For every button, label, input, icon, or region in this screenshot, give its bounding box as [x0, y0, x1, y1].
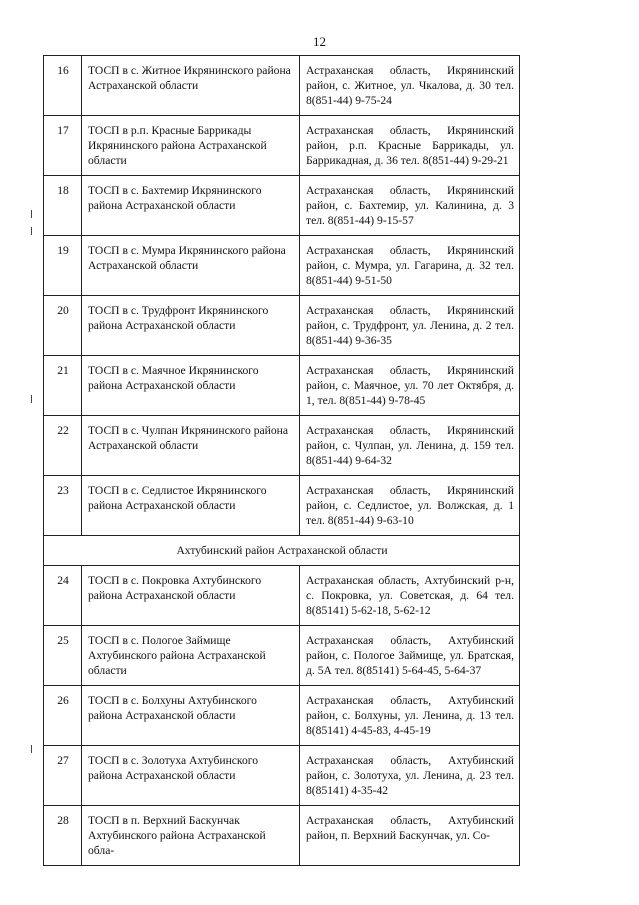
- office-address: Астраханская область, Икрянинский район, с. Седлистое, ул. Волжская, д. 1 тел. 8(851-44) 9-63-10: [300, 476, 520, 536]
- margin-mark: [31, 227, 32, 235]
- row-number: 24: [44, 566, 82, 626]
- table-row: [44, 626, 520, 686]
- office-address: Астраханская область, Ахтубинский район, с. Золотуха, ул. Ленина, д. 23 тел. 8(85141) 4-35-42: [300, 746, 520, 806]
- office-address: Астраханская область, Икрянинский район, с. Бахтемир, ул. Калинина, д. 3 тел. 8(851-44) 9-15-57: [300, 176, 520, 236]
- table-row: [44, 476, 520, 536]
- margin-mark: [31, 210, 32, 218]
- office-name: ТОСП в с. Седлистое Икрянинского района Астраханской области: [82, 476, 300, 536]
- office-name: ТОСП в р.п. Красные Баррикады Икрянинского района Астраханской области: [82, 116, 300, 176]
- office-address: Астраханская область, Ахтубинский р-н, с. Покровка, ул. Советская, д. 64 тел. 8(85141) 5-62-18, 5-62-12: [300, 566, 520, 626]
- margin-mark: [31, 395, 32, 403]
- table-row: [44, 56, 520, 116]
- office-address: Астраханская область, Икрянинский район, с. Трудфронт, ул. Ленина, д. 2 тел. 8(851-44) 9-36-35: [300, 296, 520, 356]
- table-row: [44, 686, 520, 746]
- office-address: Астраханская область, Икрянинский район, с. Маячное, ул. 70 лет Октября, д. 1, тел. 8(851-44) 9-78-45: [300, 356, 520, 416]
- section-heading: Ахтубинский район Астраханской области: [44, 536, 520, 566]
- table-row: [44, 806, 520, 866]
- office-address: Астраханская область, Икрянинский район, с. Мумра, ул. Гагарина, д. 32 тел. 8(851-44) 9-51-50: [300, 236, 520, 296]
- section-row: [44, 536, 520, 566]
- row-number: 28: [44, 806, 82, 866]
- row-number: 26: [44, 686, 82, 746]
- office-address: Астраханская область, Икрянинский район, с. Житное, ул. Чкалова, д. 30 тел. 8(851-44) 9-75-24: [300, 56, 520, 116]
- row-number: 18: [44, 176, 82, 236]
- office-name: ТОСП в п. Верхний Баскунчак Ахтубинского района Астраханской обла-: [82, 806, 300, 866]
- table-row: [44, 356, 520, 416]
- office-name: ТОСП в с. Покровка Ахтубинского района Астраханской области: [82, 566, 300, 626]
- table-row: [44, 746, 520, 806]
- row-number: 20: [44, 296, 82, 356]
- table-row: [44, 236, 520, 296]
- row-number: 21: [44, 356, 82, 416]
- page-number: 12: [313, 34, 326, 49]
- office-name: ТОСП в с. Трудфронт Икрянинского района Астраханской области: [82, 296, 300, 356]
- office-name: ТОСП в с. Бахтемир Икрянинского района Астраханской области: [82, 176, 300, 236]
- table-row: [44, 416, 520, 476]
- office-name: ТОСП в с. Пологое Займище Ахтубинского района Астраханской области: [82, 626, 300, 686]
- row-number: 19: [44, 236, 82, 296]
- table-row: [44, 566, 520, 626]
- office-address: Астраханская область, Икрянинский район, с. Чулпан, ул. Ленина, д. 159 тел. 8(851-44) 9-64-32: [300, 416, 520, 476]
- table-row: [44, 176, 520, 236]
- office-address: Астраханская область, Ахтубинский район, с. Болхуны, ул. Ленина, д. 13 тел. 8(85141) 4-45-83, 4-45-19: [300, 686, 520, 746]
- office-address: Астраханская область, Ахтубинский район, п. Верхний Баскунчак, ул. Со-: [300, 806, 520, 866]
- office-name: ТОСП в с. Мумра Икрянинского района Астраханской области: [82, 236, 300, 296]
- row-number: 22: [44, 416, 82, 476]
- margin-mark: [31, 745, 32, 753]
- registry-table: [43, 55, 520, 866]
- office-name: ТОСП в с. Болхуны Ахтубинского района Астраханской области: [82, 686, 300, 746]
- row-number: 23: [44, 476, 82, 536]
- office-name: ТОСП в с. Золотуха Ахтубинского района Астраханской области: [82, 746, 300, 806]
- table-body: [44, 56, 520, 866]
- table-row: [44, 296, 520, 356]
- row-number: 27: [44, 746, 82, 806]
- office-name: ТОСП в с. Житное Икрянинского района Астраханской области: [82, 56, 300, 116]
- table-row: [44, 116, 520, 176]
- office-name: ТОСП в с. Чулпан Икрянинского района Астраханской области: [82, 416, 300, 476]
- row-number: 17: [44, 116, 82, 176]
- office-address: Астраханская область, Ахтубинский район, с. Пологое Займище, ул. Братская, д. 5А тел. 8(85141) 5-64-45, 5-64-37: [300, 626, 520, 686]
- office-address: Астраханская область, Икрянинский район, р.п. Красные Баррикады, ул. Баррикадная, д. 36 тел. 8(851-44) 9-29-21: [300, 116, 520, 176]
- row-number: 16: [44, 56, 82, 116]
- office-name: ТОСП в с. Маячное Икрянинского района Астраханской области: [82, 356, 300, 416]
- row-number: 25: [44, 626, 82, 686]
